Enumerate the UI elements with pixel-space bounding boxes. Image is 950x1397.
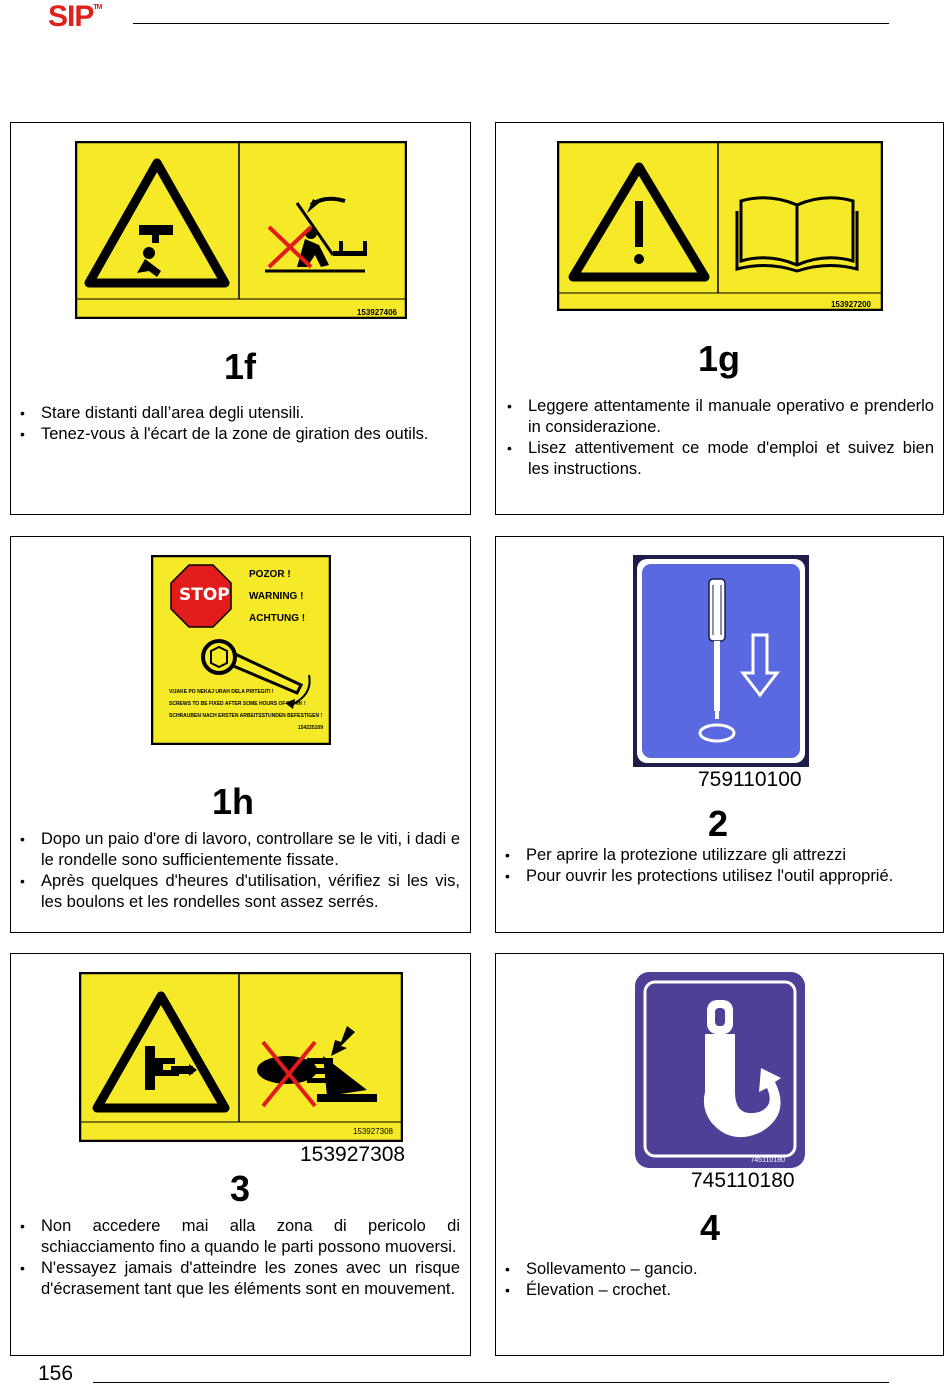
sip-logo: SIP™ [48, 0, 102, 33]
warning-text: WARNING ! [249, 591, 304, 602]
sticker-code: 153927200 [830, 300, 871, 309]
instruction-text: VIJAKE PO NEKAJ URAH DELA PRITEGITI ! [169, 689, 274, 695]
warning-text: POZOR ! [249, 569, 291, 580]
bullet-item: • Après quelques d'heures d'utilisation, vérifiez si les vis, les boulons et les rondelles sont assez serrés. [20, 871, 460, 913]
sticker-code: 153927308 [352, 1127, 393, 1136]
bullet-item: • Non accedere mai alla zona di pericolo di schiacciamento fino a quando le parti possono muoversi. [20, 1216, 460, 1258]
label-1h: 1h [212, 781, 255, 822]
bullet-list-2 [505, 845, 941, 887]
label-2: 2 [708, 803, 729, 844]
bullet-item: • Leggere attentamente il manuale operativo e prenderlo in considerazione. [507, 396, 934, 438]
bullet-item: • Élevation – crochet. [505, 1280, 941, 1301]
label-3: 3 [230, 1168, 251, 1209]
label-4: 4 [700, 1207, 721, 1248]
label-1g: 1g [698, 338, 741, 379]
part-code: 153927308 [300, 1143, 406, 1166]
sign-3-crush-hazard [79, 972, 403, 1142]
part-code: 745110180 [691, 1169, 795, 1192]
sign-1g-read-manual [557, 141, 883, 311]
bullet-list-1f [20, 403, 460, 445]
sign-1f-crush-hazard [75, 141, 407, 319]
cell-4 [495, 953, 944, 1356]
sign-2-use-tool [633, 555, 809, 767]
bullet-item: • N'essayez jamais d'atteindre les zones avec un risque d'écrasement tant que les éléments sont en mouvement. [20, 1258, 460, 1300]
cell-2 [495, 536, 944, 933]
bullet-item: • Dopo un paio d'ore di lavoro, controllare se le viti, i dadi e le rondelle sono sufficientemente fissate. [20, 829, 460, 871]
cell-1h [10, 536, 471, 933]
bullet-item: • Per aprire la protezione utilizzare gli attrezzi [505, 845, 941, 866]
bullet-list-4 [505, 1259, 941, 1301]
cell-1g [495, 122, 944, 515]
bullet-list-3 [20, 1216, 460, 1300]
footer-rule [93, 1382, 889, 1383]
sticker-code: 153927406 [356, 308, 397, 317]
instruction-text: SCHRAUBEN NACH ERSTEN ARBEITSSTUNDEN BEFESTIGEN ! [169, 713, 323, 719]
part-code: 759110100 [698, 768, 802, 791]
bullet-item: • Stare distanti dall’area degli utensili. [20, 403, 460, 424]
label-1f: 1f [224, 346, 257, 387]
page-number: 156 [38, 1362, 74, 1385]
instruction-text: SCREWS TO BE FIXED AFTER SOME HOURS OF WORK ! [169, 701, 306, 707]
bullet-item: • Pour ouvrir les protections utilisez l'outil approprié. [505, 866, 941, 887]
stop-text: STOP [179, 585, 230, 605]
sign-1h-tighten-screws [151, 555, 331, 745]
header-rule [133, 23, 889, 24]
warning-text: ACHTUNG ! [249, 613, 306, 624]
cell-3 [10, 953, 471, 1356]
bullet-item: • Tenez-vous à l'écart de la zone de giration des outils. [20, 424, 460, 445]
bullet-list-1g [507, 396, 934, 480]
bullet-item: • Sollevamento – gancio. [505, 1259, 941, 1280]
sign-4-lifting-hook [635, 972, 805, 1168]
bullet-list-1h [20, 829, 460, 913]
bullet-item: • Lisez attentivement ce mode d'emploi et suivez bien les instructions. [507, 438, 934, 480]
cell-1f [10, 122, 471, 515]
sticker-code: 154225109 [297, 725, 323, 731]
sticker-code: 745110180 [750, 1157, 785, 1164]
